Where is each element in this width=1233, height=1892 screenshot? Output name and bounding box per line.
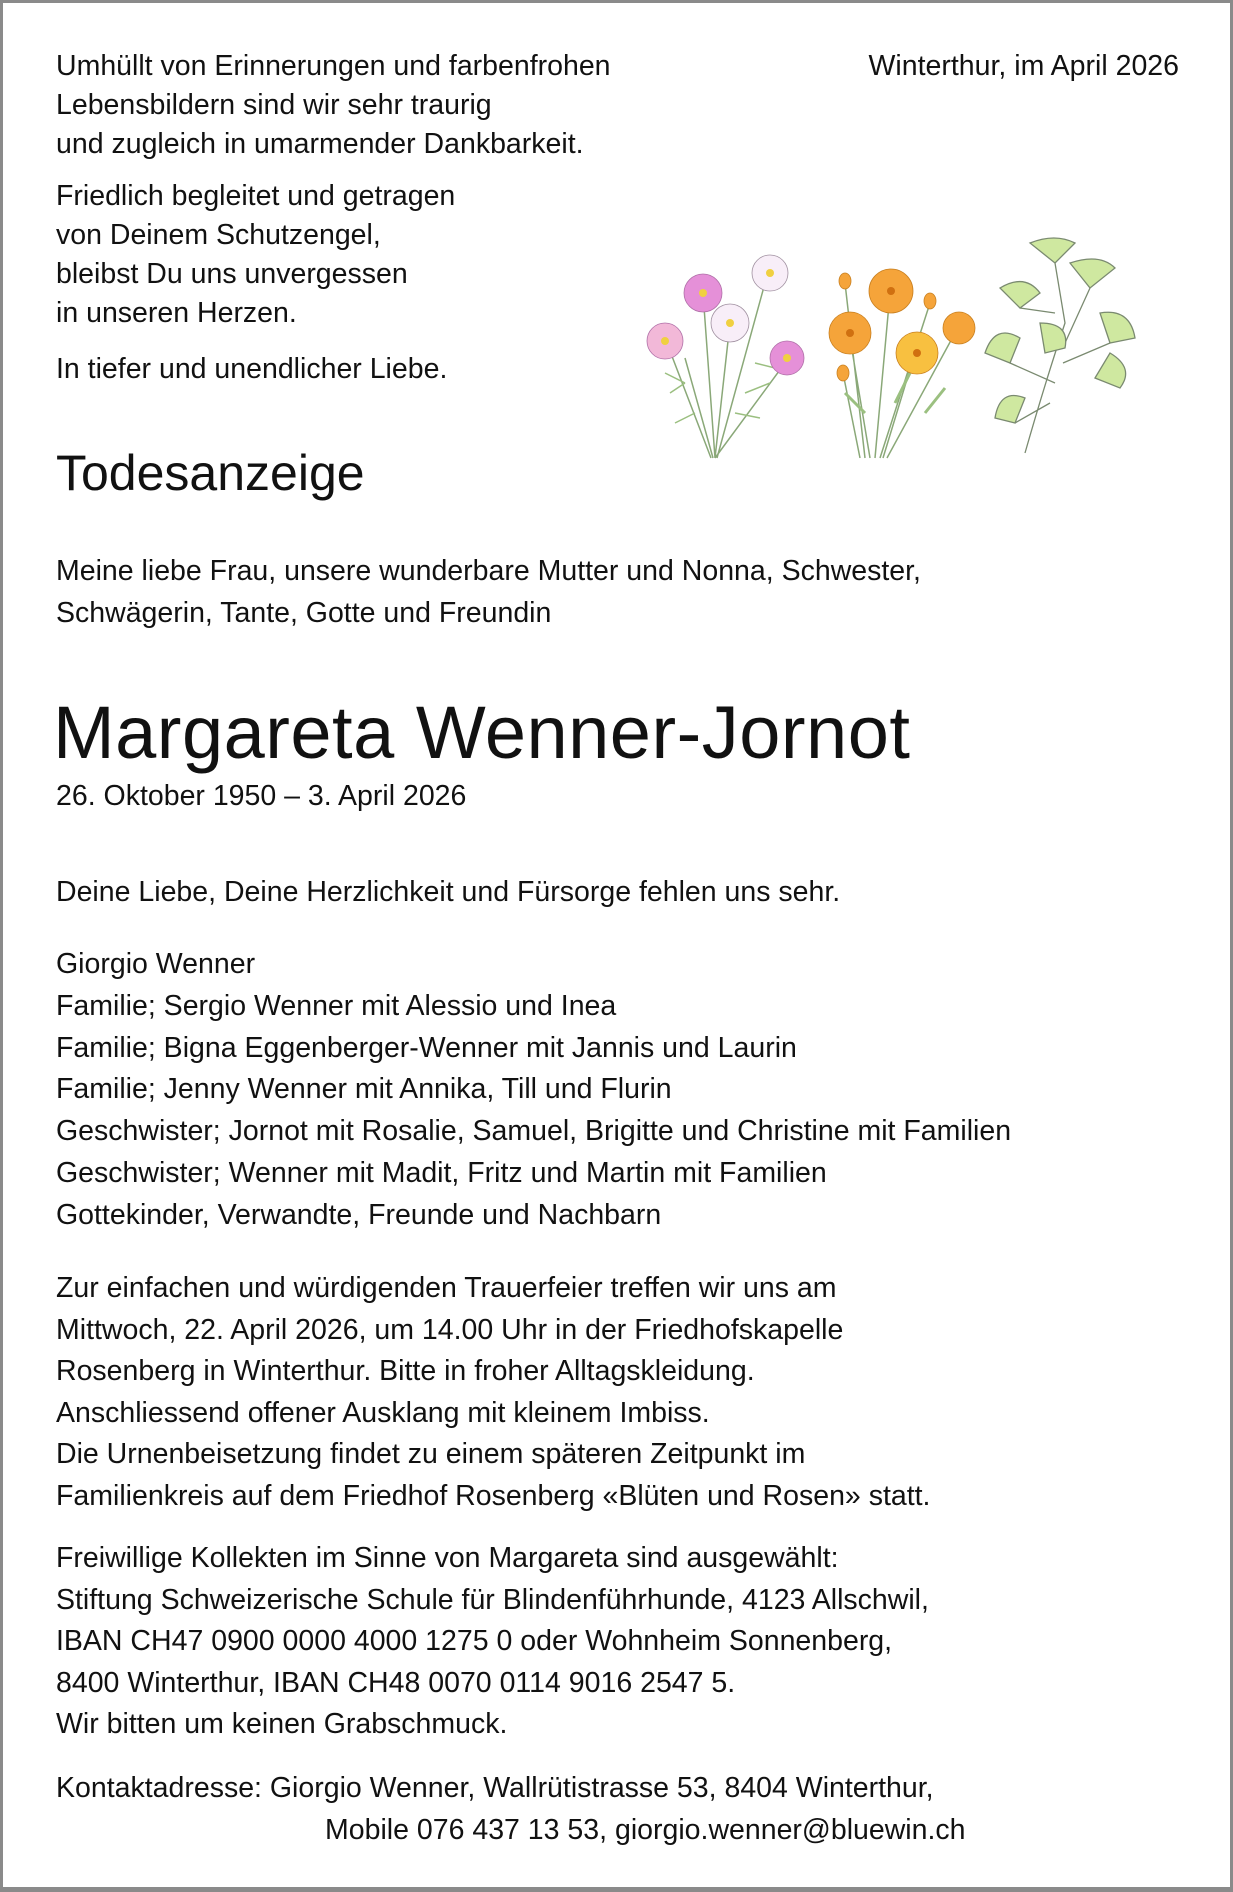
deceased-name: Margareta Wenner-Jornot [53,691,911,774]
mourner-item: Geschwister; Wenner mit Madit, Fritz und Martin mit Familien [56,1156,827,1189]
donation-line: Wir bitten um keinen Grabschmuck. [56,1708,508,1740]
flower-illustration [625,213,1150,468]
donation-text [56,1538,929,1746]
closing-line: In tiefer und unendlicher Liebe. [56,353,448,385]
verse-text [56,177,455,333]
ceremony-line: Zur einfachen und würdigenden Trauerfeier treffen wir uns am [56,1272,837,1304]
ceremony-text [56,1268,930,1517]
donation-line: Freiwillige Kollekten im Sinne von Margareta sind ausgewählt: [56,1542,839,1574]
mourner-item: Gottekinder, Verwandte, Freunde und Nachbarn [56,1198,662,1231]
intro-line: und zugleich in umarmender Dankbarkeit. [56,128,584,160]
intro-line: Umhüllt von Erinnerungen und farbenfrohen [56,50,611,82]
intro-text [56,47,611,164]
tribute-line: Deine Liebe, Deine Herzlichkeit und Fürsorge fehlen uns sehr. [56,876,841,908]
intro-line: Lebensbildern sind wir sehr traurig [56,89,492,121]
cosmos-bouquet-icon [647,255,804,458]
donation-line: 8400 Winterthur, IBAN CH48 0070 0114 9016 2547 5. [56,1666,736,1699]
page-title: Todesanzeige [56,445,365,501]
relation-text [56,551,921,634]
verse-line: in unseren Herzen. [56,297,297,329]
mourner-item: Familie; Bigna Eggenberger-Wenner mit Jannis und Laurin [56,1031,797,1064]
mourners-list [56,944,1011,1237]
mourner-item: Familie; Sergio Wenner mit Alessio und Inea [56,989,617,1022]
place-date: Winterthur, im April 2026 [868,50,1179,82]
mourner-item: Familie; Jenny Wenner mit Annika, Till und Flurin [56,1073,672,1106]
contact-line: Kontaktadresse: Giorgio Wenner, Wallrütistrasse 53, 8404 Winterthur, [56,1772,934,1804]
mourner-item: Giorgio Wenner [56,948,256,980]
mourner-item: Geschwister; Jornot mit Rosalie, Samuel, Brigitte und Christine mit Familien [56,1115,1012,1148]
relation-line: Schwägerin, Tante, Gotte und Freundin [56,596,552,629]
verse-line: Friedlich begleitet und getragen [56,180,456,212]
ceremony-line: Die Urnenbeisetzung findet zu einem späteren Zeitpunkt im [56,1438,806,1470]
ceremony-line: Anschliessend offener Ausklang mit kleinem Imbiss. [56,1396,710,1429]
ginkgo-branch-icon [985,238,1135,453]
ceremony-line: Mittwoch, 22. April 2026, um 14.00 Uhr in der Friedhofskapelle [56,1313,844,1346]
ceremony-line: Familienkreis auf dem Friedhof Rosenberg «Blüten und Rosen» statt. [56,1479,931,1512]
contact-phone-email: Mobile 076 437 13 53, giorgio.wenner@bluewin.ch [325,1813,966,1846]
relation-line: Meine liebe Frau, unsere wunderbare Mutter und Nonna, Schwester, [56,555,921,587]
life-dates: 26. Oktober 1950 – 3. April 2026 [56,780,467,812]
verse-line: von Deinem Schutzengel, [56,219,381,251]
verse-line: bleibst Du uns unvergessen [56,258,408,290]
donation-line: IBAN CH47 0900 0000 4000 1275 0 oder Wohnheim Sonnenberg, [56,1625,893,1657]
donation-line: Stiftung Schweizerische Schule für Blindenführhunde, 4123 Allschwil, [56,1583,929,1616]
ceremony-line: Rosenberg in Winterthur. Bitte in froher Alltagskleidung. [56,1355,755,1387]
contact-address [56,1768,966,1851]
calendula-bouquet-icon [829,269,975,458]
